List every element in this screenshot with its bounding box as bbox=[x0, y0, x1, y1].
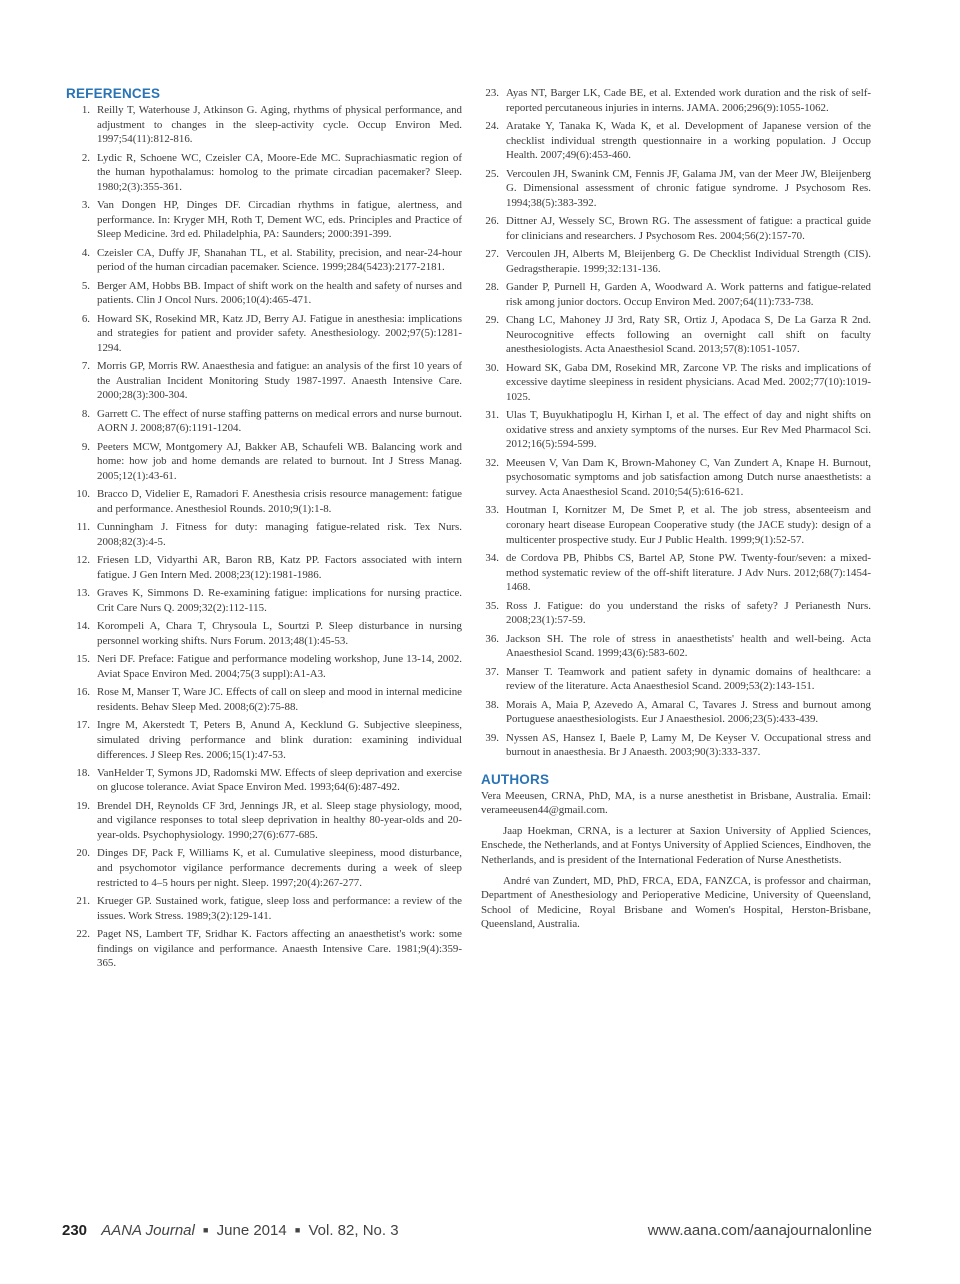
reference-number: 11. bbox=[76, 521, 90, 534]
reference-item bbox=[62, 553, 462, 582]
square-bullet-icon: ■ bbox=[294, 1225, 301, 1235]
reference-text: Morais A, Maia P, Azevedo A, Amaral C, Tavares J. Stress and burnout among Portuguese anaesthesiologists. Eur J Anaesthesiol. 2006;23(5):433-439. bbox=[506, 698, 871, 726]
reference-number: 35. bbox=[485, 599, 499, 612]
reference-item bbox=[62, 359, 462, 403]
reference-text: Korompeli A, Chara T, Chrysoula L, Sourtzi P. Sleep disturbance in nursing personnel working shifts. Nurs Forum. 2013;48(1):45-53. bbox=[97, 620, 462, 647]
reference-item bbox=[62, 718, 462, 762]
reference-number: 8. bbox=[81, 407, 90, 420]
reference-text: Howard SK, Rosekind MR, Katz JD, Berry AJ. Fatigue in anesthesia: implications and strategies for patient and provider safety. Anesthesiology. 2002;97(5):1281-1294. bbox=[97, 312, 462, 354]
reference-text: Vercoulen JH, Swanink CM, Fennis JF, Galama JM, van der Meer JW, Bleijenberg G. Dimensional assessment of chronic fatigue syndrome. J Psychosom Res. 1994;38(5):383-392. bbox=[506, 167, 871, 209]
reference-number: 22. bbox=[76, 928, 90, 941]
reference-text: Aratake Y, Tanaka K, Wada K, et al. Development of Japanese version of the checklist individual strength questionnaire in a working population. J Occup Health. 2007;49(6):453-460. bbox=[506, 119, 871, 162]
reference-item bbox=[62, 652, 462, 681]
reference-text: Paget NS, Lambert TF, Sridhar K. Factors affecting an anaesthetist's work: some findings on vigilance and performance. Anaesth Intensive Care. 1981;9(4):359-365. bbox=[97, 928, 462, 970]
reference-item bbox=[62, 846, 462, 890]
reference-number: 19. bbox=[76, 799, 90, 812]
reference-number: 16. bbox=[76, 686, 90, 699]
reference-text: Neri DF. Preface: Fatigue and performance modeling workshop, June 13-14, 2002. Aviat Space Environ Med. 2004;75(3 suppl):A1-A3. bbox=[97, 653, 462, 680]
reference-number: 29. bbox=[485, 314, 499, 327]
reference-number: 10. bbox=[76, 488, 90, 501]
reference-text: Nyssen AS, Hansez I, Baele P, Lamy M, De Keyser V. Occupational stress and burnout in anaesthesia. Br J Anaesth. 2003;90(3):333-337. bbox=[506, 731, 871, 759]
reference-list-left bbox=[62, 103, 462, 971]
reference-text: Gander P, Purnell H, Garden A, Woodward A. Work patterns and fatigue-related risk among junior doctors. Occup Environ Med. 2007;64(11):733-738. bbox=[506, 281, 871, 308]
reference-text: Berger AM, Hobbs BB. Impact of shift work on the health and safety of nurses and patients. Clin J Oncol Nurs. 2006;10(4):465-471. bbox=[97, 279, 462, 307]
reference-item bbox=[481, 361, 871, 405]
reference-text: Morris GP, Morris RW. Anaesthesia and fatigue: an analysis of the first 10 years of the Australian Incident Monitoring Study 1987-1997. Anaesth Intensive Care. 2000;28(3):300-304. bbox=[97, 360, 462, 402]
reference-number: 27. bbox=[485, 248, 499, 261]
reference-item bbox=[62, 151, 462, 195]
references-heading: REFERENCES bbox=[66, 86, 161, 101]
reference-item bbox=[481, 280, 871, 309]
reference-list-right bbox=[481, 86, 871, 760]
reference-item bbox=[62, 312, 462, 356]
reference-item bbox=[481, 119, 871, 163]
reference-text: Jackson SH. The role of stress in anaesthetists' health and well-being. Acta Anaesthesiol Scand. 1999;43(6):583-602. bbox=[506, 632, 871, 660]
reference-number: 32. bbox=[485, 456, 499, 469]
reference-item bbox=[481, 632, 871, 661]
reference-text: Reilly T, Waterhouse J, Atkinson G. Aging, rhythms of physical performance, and adjustment to changes in the sleep-activity cycle. Occup Environ Med. 1997;54(11):812-816. bbox=[97, 104, 462, 146]
reference-item bbox=[62, 894, 462, 923]
reference-item bbox=[62, 440, 462, 484]
reference-item bbox=[481, 214, 871, 243]
reference-number: 9. bbox=[81, 440, 90, 453]
reference-number: 7. bbox=[81, 360, 90, 373]
reference-number: 31. bbox=[485, 409, 499, 422]
reference-number: 25. bbox=[485, 167, 499, 180]
reference-number: 34. bbox=[485, 551, 499, 564]
author-bio: André van Zundert, MD, PhD, FRCA, EDA, FANZCA, is professor and chairman, Department of Anesthesiology and Perioperative Medicine, University of Queensland, School of Medicine, Royal Brisbane and Women's Hospital, Herston-Brisbane, Queensland, Australia. bbox=[481, 874, 871, 931]
issue-volume: Vol. 82, No. 3 bbox=[308, 1222, 399, 1239]
journal-url[interactable]: www.aana.com/aanajournalonline bbox=[647, 1222, 872, 1239]
reference-item bbox=[481, 408, 871, 452]
reference-text: Garrett C. The effect of nurse staffing patterns on medical errors and nurse burnout. AORN J. 2008;87(6):1191-1204. bbox=[97, 407, 462, 435]
reference-item bbox=[481, 247, 871, 276]
reference-number: 18. bbox=[76, 766, 90, 779]
reference-text: Van Dongen HP, Dinges DF. Circadian rhythms in fatigue, alertness, and performance. In: Kryger MH, Roth T, Dement WC, eds. Principles and Practice of Sleep Medicine. 3rd ed. Philadelphia, PA: Saunders; 2000:391-399. bbox=[97, 199, 462, 241]
reference-number: 1. bbox=[81, 104, 90, 116]
journal-name: AANA Journal bbox=[101, 1222, 195, 1239]
reference-item bbox=[481, 551, 871, 595]
reference-number: 2. bbox=[81, 151, 90, 164]
reference-number: 33. bbox=[485, 504, 499, 517]
reference-item bbox=[62, 619, 462, 648]
reference-text: Vercoulen JH, Alberts M, Bleijenberg G. De Checklist Individual Strength (CIS). Gedragstherapie. 1999;32:131-136. bbox=[506, 248, 871, 275]
reference-item bbox=[62, 103, 462, 147]
reference-text: Manser T. Teamwork and patient safety in dynamic domains of healthcare: a review of the literature. Acta Anaesthesiol Scand. 2009;53(2):143-151. bbox=[506, 665, 871, 693]
reference-text: Ingre M, Akerstedt T, Peters B, Anund A, Kecklund G. Subjective sleepiness, simulated driving performance and blink duration: examining individual differences. J Sleep Res. 2006;15(1):47-53. bbox=[97, 719, 462, 761]
reference-item bbox=[62, 799, 462, 843]
reference-text: Ross J. Fatigue: do you understand the risks of safety? J Perianesth Nurs. 2008;23(1):57-59. bbox=[506, 599, 871, 627]
reference-text: Dittner AJ, Wessely SC, Brown RG. The assessment of fatigue: a practical guide for clinicians and researchers. J Psychosom Res. 2004;56(2):157-70. bbox=[506, 215, 871, 242]
reference-text: Graves K, Simmons D. Re-examining fatigue: implications for nursing practice. Crit Care Nurs Q. 2009;32(2):112-115. bbox=[97, 587, 462, 614]
reference-item bbox=[481, 731, 871, 760]
reference-item bbox=[481, 86, 871, 115]
author-bio: Vera Meeusen, CRNA, PhD, MA, is a nurse anesthetist in Brisbane, Australia. Email: verameeusen44@gmail.com. bbox=[481, 789, 871, 817]
reference-number: 4. bbox=[81, 246, 90, 259]
reference-text: Krueger GP. Sustained work, fatigue, sleep loss and performance: a review of the issues. Work Stress. 1989;3(2):129-141. bbox=[97, 895, 462, 922]
reference-number: 37. bbox=[485, 665, 499, 678]
reference-text: Houtman I, Kornitzer M, De Smet P, et al. The job stress, absenteeism and coronary heart disease European Cooperative study (the JACE study): design of a multicenter prospective study. Eur J Public Health. 1999;9(1):52-57. bbox=[506, 504, 871, 546]
reference-number: 13. bbox=[76, 587, 90, 600]
reference-number: 20. bbox=[76, 847, 90, 860]
reference-text: VanHelder T, Symons JD, Radomski MW. Effects of sleep deprivation and exercise on glucose tolerance. Aviat Space Environ Med. 1993;64(6):487-492. bbox=[97, 766, 462, 794]
reference-number: 23. bbox=[485, 87, 499, 99]
reference-number: 21. bbox=[76, 895, 90, 908]
right-column bbox=[481, 86, 871, 938]
reference-item bbox=[62, 198, 462, 242]
left-column bbox=[62, 86, 462, 975]
reference-text: Chang LC, Mahoney JJ 3rd, Raty SR, Ortiz J, Apodaca S, De La Garza R 2nd. Neurocognitive effects following an overnight call shift on faculty anesthesiologists. Acta Anaesthesiol Scand. 2013;57(8):1051-1057. bbox=[506, 314, 871, 356]
reference-number: 14. bbox=[76, 620, 90, 633]
reference-item bbox=[62, 586, 462, 615]
reference-item bbox=[481, 599, 871, 628]
reference-item bbox=[62, 927, 462, 971]
reference-item bbox=[62, 685, 462, 714]
reference-item bbox=[62, 407, 462, 436]
reference-number: 6. bbox=[81, 312, 90, 325]
reference-item bbox=[62, 520, 462, 549]
reference-number: 15. bbox=[76, 653, 90, 666]
reference-item bbox=[62, 279, 462, 308]
reference-text: Brendel DH, Reynolds CF 3rd, Jennings JR, et al. Sleep stage physiology, mood, and vigilance responses to total sleep deprivation in healthy 80-year-olds and 20-year-olds. Psychophysiology. 1990;27(6):677-685. bbox=[97, 799, 462, 842]
reference-number: 12. bbox=[76, 554, 90, 567]
reference-text: Bracco D, Videlier E, Ramadori F. Anesthesia crisis resource management: fatigue and performance. Anesthesiol Rounds. 2010;9(1):1-8. bbox=[97, 488, 462, 516]
reference-item bbox=[62, 487, 462, 516]
authors-heading: AUTHORS bbox=[481, 771, 550, 787]
page-number: 230 bbox=[62, 1222, 88, 1239]
page-footer bbox=[62, 1222, 872, 1242]
square-bullet-icon: ■ bbox=[203, 1225, 209, 1235]
author-bio: Jaap Hoekman, CRNA, is a lecturer at Saxion University of Applied Sciences, Enschede, the Netherlands, and at Fontys University of Applied Sciences, Eindhoven, the Netherlands, and is president of the International Federation of Nurse Anesthetists. bbox=[481, 824, 871, 867]
reference-text: Friesen LD, Vidyarthi AR, Baron RB, Katz PP. Factors associated with intern fatigue. J Gen Intern Med. 2008;23(12):1981-1986. bbox=[97, 554, 462, 581]
reference-number: 24. bbox=[485, 119, 499, 132]
reference-text: Howard SK, Gaba DM, Rosekind MR, Zarcone VP. The risks and implications of excessive daytime sleepiness in resident physicians. Acad Med. 2002;77(10):1019-1025. bbox=[506, 361, 871, 403]
reference-text: Rose M, Manser T, Ware JC. Effects of call on sleep and mood in internal medicine residents. Behav Sleep Med. 2008;6(2):75-88. bbox=[97, 686, 462, 713]
reference-text: Cunningham J. Fitness for duty: managing fatigue-related risk. Tex Nurs. 2008;82(3):4-5. bbox=[97, 521, 462, 548]
reference-number: 38. bbox=[485, 698, 499, 711]
reference-number: 30. bbox=[485, 361, 499, 374]
reference-number: 5. bbox=[81, 279, 90, 292]
reference-number: 39. bbox=[485, 731, 499, 744]
reference-number: 17. bbox=[76, 719, 90, 732]
reference-text: Dinges DF, Pack F, Williams K, et al. Cumulative sleepiness, mood disturbance, and psychomotor vigilance performance decrements during a week of sleep restricted to 4–5 hours per night. Sleep. 1997;20(4):267-277. bbox=[97, 847, 462, 889]
reference-item bbox=[481, 456, 871, 500]
reference-number: 3. bbox=[81, 199, 90, 212]
reference-item bbox=[481, 503, 871, 547]
reference-text: Czeisler CA, Duffy JF, Shanahan TL, et al. Stability, precision, and near-24-hour period of the human circadian pacemaker. Science. 1999;284(5423):2177-2181. bbox=[97, 246, 462, 274]
reference-item bbox=[481, 665, 871, 694]
authors-section bbox=[481, 789, 871, 932]
reference-number: 28. bbox=[485, 281, 499, 294]
reference-item bbox=[481, 313, 871, 357]
reference-text: de Cordova PB, Phibbs CS, Bartel AP, Stone PW. Twenty-four/seven: a mixed-method systematic review of the off-shift literature. J Adv Nurs. 2012;68(7):1454-1468. bbox=[506, 551, 871, 594]
issue-date: June 2014 bbox=[216, 1222, 287, 1239]
reference-number: 26. bbox=[485, 215, 499, 228]
reference-item bbox=[62, 246, 462, 275]
reference-text: Peeters MCW, Montgomery AJ, Bakker AB, Schaufeli WB. Balancing work and home: how job and home demands are related to burnout. Int J Stress Manag. 2005;12(1):43-61. bbox=[97, 440, 462, 483]
reference-text: Meeusen V, Van Dam K, Brown-Mahoney C, Van Zundert A, Knape H. Burnout, psychosomatic symptoms and job satisfaction among Dutch nurse anaesthetists: a survey. Acta Anaesthesiol Scand. 2010;54(5):616-621. bbox=[506, 456, 871, 499]
reference-text: Lydic R, Schoene WC, Czeisler CA, Moore-Ede MC. Suprachiasmatic region of the human hypothalamus: homolog to the primate circadian pacemaker? Sleep. 1980;2(3):355-361. bbox=[97, 151, 462, 193]
reference-text: Ayas NT, Barger LK, Cade BE, et al. Extended work duration and the risk of self-reported percutaneous injuries in interns. JAMA. 2006;296(9):1055-1062. bbox=[506, 87, 871, 114]
reference-item bbox=[481, 167, 871, 211]
reference-number: 36. bbox=[485, 632, 499, 645]
reference-text: Ulas T, Buyukhatipoglu H, Kirhan I, et al. The effect of day and night shifts on oxidative stress and anxiety symptoms of the nurses. Eur Rev Med Pharmacol Sci. 2012;16(5):594-599. bbox=[506, 409, 871, 451]
reference-item bbox=[62, 766, 462, 795]
reference-item bbox=[481, 698, 871, 727]
